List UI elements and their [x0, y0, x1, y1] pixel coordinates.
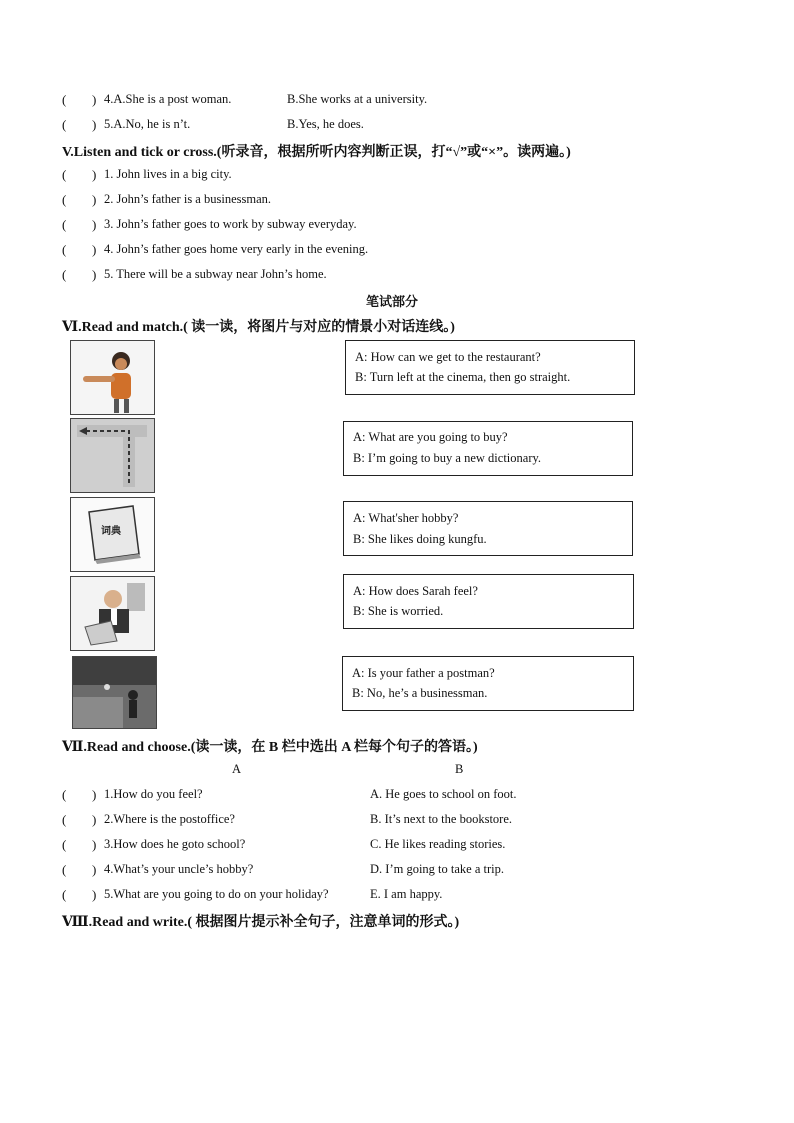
answer-text: E. I am happy.	[370, 887, 443, 901]
answer-paren-close: )	[92, 267, 97, 282]
answer-paren-open: (	[62, 787, 67, 802]
answer-paren-close: )	[92, 862, 97, 877]
answer-paren-close: )	[92, 92, 97, 107]
column-a-header: A	[232, 762, 242, 776]
answer-paren-open: (	[62, 267, 67, 282]
option-b-text: B.Yes, he does.	[287, 117, 364, 131]
dictionary-icon	[70, 497, 155, 572]
answer-paren-close: )	[92, 167, 97, 182]
dialogue-line-a: A: What'sher hobby?	[353, 511, 459, 525]
section-6-heading: Ⅵ.Read and match.( 读一读，将图片与对应的情景小对话连线。)	[62, 320, 455, 335]
question-text: 4.What’s your uncle’s hobby?	[104, 862, 254, 876]
section-7-heading: Ⅶ.Read and choose.(读一读，在 B 栏中选出 A 栏每个句子的答语。)	[62, 740, 478, 755]
answer-text: B. It’s next to the bookstore.	[370, 812, 512, 826]
dialogue-box-2	[343, 421, 633, 476]
dialogue-line-a: A: Is your father a postman?	[352, 666, 495, 680]
dialogue-box-4	[343, 574, 634, 629]
option-a-text: 5.A.No, he is n’t.	[104, 117, 191, 131]
businessman-icon	[70, 576, 155, 651]
answer-paren-open: (	[62, 837, 67, 852]
route-map-icon	[70, 418, 155, 493]
dialogue-line-b: B: She likes doing kungfu.	[353, 532, 487, 546]
answer-text: A. He goes to school on foot.	[370, 787, 517, 801]
statement-2: 2. John’s father is a businessman.	[104, 192, 271, 206]
statement-3: 3. John’s father goes to work by subway everyday.	[104, 217, 357, 231]
dark-scene-icon	[72, 656, 157, 729]
answer-text: D. I’m going to take a trip.	[370, 862, 504, 876]
statement-5: 5. There will be a subway near John’s home.	[104, 267, 327, 281]
answer-paren-open: (	[62, 117, 67, 132]
answer-paren-open: (	[62, 242, 67, 257]
section-5-heading: V.Listen and tick or cross.(听录音，根据所听内容判断正误，打“√”或“×”。读两遍。)	[62, 145, 571, 160]
written-part-title: 笔试部分	[366, 294, 419, 309]
answer-paren-open: (	[62, 92, 67, 107]
answer-paren-open: (	[62, 192, 67, 207]
question-text: 2.Where is the postoffice?	[104, 812, 235, 826]
option-a-text: 4.A.She is a post woman.	[104, 92, 232, 106]
answer-paren-open: (	[62, 167, 67, 182]
answer-paren-open: (	[62, 812, 67, 827]
section-8-heading: Ⅷ.Read and write.( 根据图片提示补全句子，注意单词的形式。)	[62, 915, 460, 930]
column-b-header: B	[455, 762, 464, 776]
answer-paren-close: )	[92, 787, 97, 802]
statement-4: 4. John’s father goes home very early in the evening.	[104, 242, 369, 256]
question-text: 3.How does he goto school?	[104, 837, 246, 851]
answer-paren-open: (	[62, 862, 67, 877]
dialogue-line-b: B: Turn left at the cinema, then go straight.	[355, 370, 571, 384]
dialogue-line-b: B: I’m going to buy a new dictionary.	[353, 451, 542, 465]
answer-paren-close: )	[92, 887, 97, 902]
statement-1: 1. John lives in a big city.	[104, 167, 232, 181]
question-text: 1.How do you feel?	[104, 787, 203, 801]
dialogue-line-a: A: What are you going to buy?	[353, 430, 508, 444]
answer-paren-close: )	[92, 192, 97, 207]
answer-paren-open: (	[62, 217, 67, 232]
question-text: 5.What are you going to do on your holiday?	[104, 887, 329, 901]
answer-text: C. He likes reading stories.	[370, 837, 506, 851]
answer-paren-close: )	[92, 117, 97, 132]
answer-paren-close: )	[92, 837, 97, 852]
girl-pointing-icon	[70, 340, 155, 415]
dialogue-line-a: A: How does Sarah feel?	[353, 584, 478, 598]
option-b-text: B.She works at a university.	[287, 92, 428, 106]
answer-paren-close: )	[92, 242, 97, 257]
dialogue-box-3	[343, 501, 633, 556]
answer-paren-close: )	[92, 217, 97, 232]
dialogue-box-5	[342, 656, 634, 711]
answer-paren-close: )	[92, 812, 97, 827]
dialogue-line-a: A: How can we get to the restaurant?	[355, 350, 541, 364]
dictionary-label: 词典	[101, 526, 121, 537]
answer-paren-open: (	[62, 887, 67, 902]
dialogue-line-b: B: She is worried.	[353, 604, 444, 618]
dialogue-line-b: B: No, he’s a businessman.	[352, 686, 488, 700]
dialogue-box-1	[345, 340, 635, 395]
